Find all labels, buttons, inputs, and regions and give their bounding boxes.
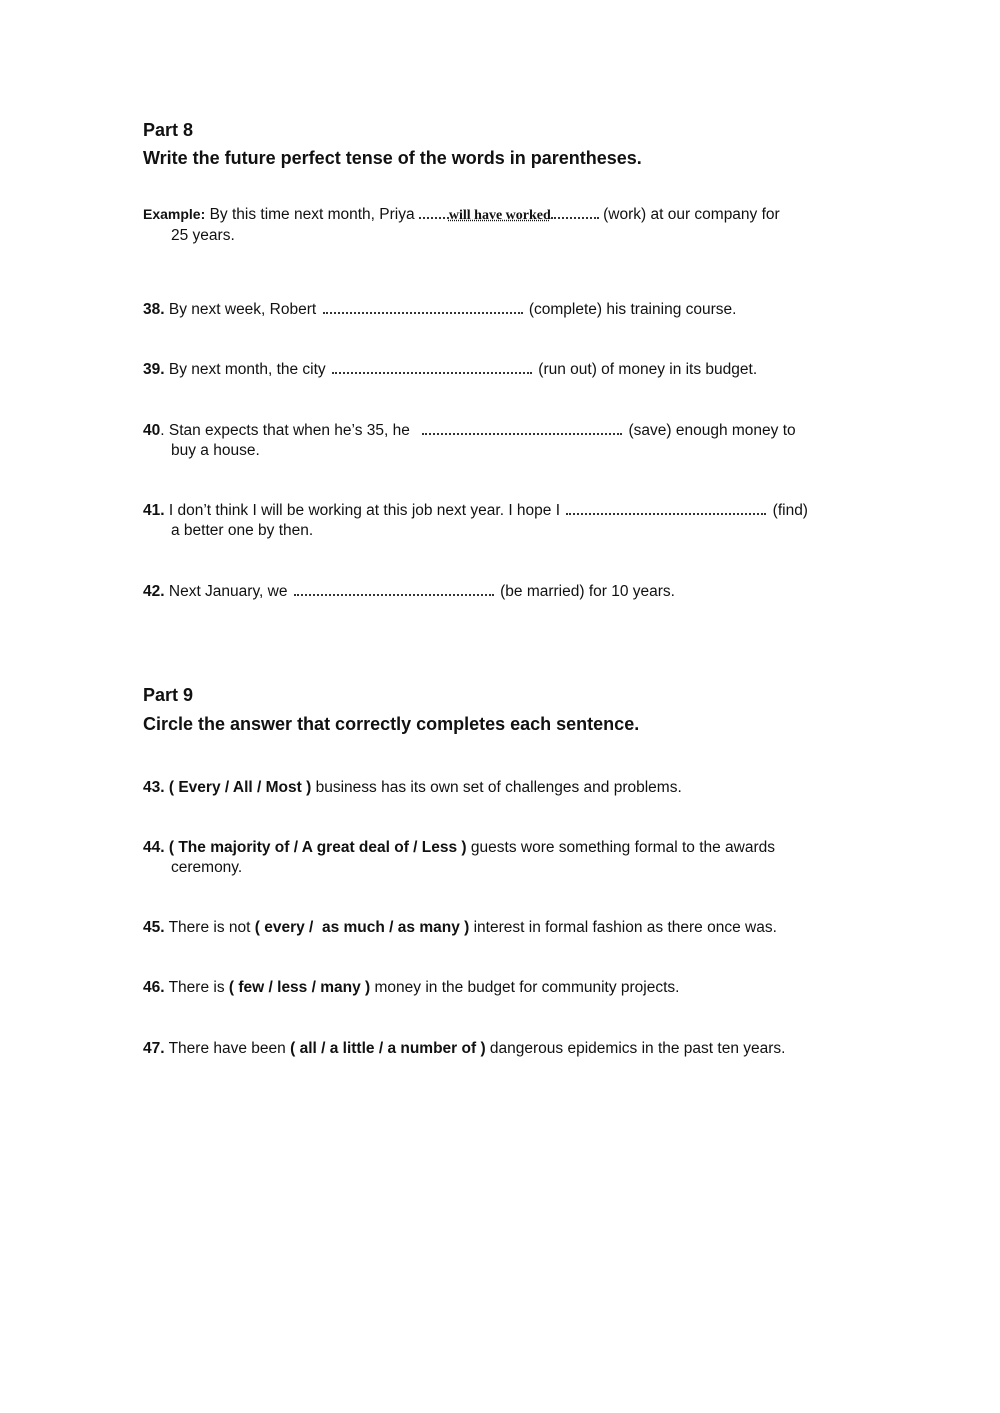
question-text-after: (run out) of money in its budget. [538, 361, 758, 378]
answer-choices[interactable]: ( every / as much / as many ) [254, 919, 470, 936]
example-dots-left [419, 205, 449, 219]
question-text-before: There is not [168, 919, 251, 936]
answer-blank[interactable] [323, 298, 523, 314]
answer-choices[interactable]: ( all / a little / a number of ) [290, 1040, 486, 1057]
question-44 [143, 838, 863, 878]
question-line2: ceremony. [171, 859, 243, 876]
question-text-after: interest in formal fashion as there once was. [473, 919, 777, 936]
question-40 [143, 419, 863, 461]
question-text-before: . Stan expects that when he’s 35, he [160, 422, 410, 439]
question-text-after: guests wore something formal to the awards [470, 839, 776, 856]
question-41 [143, 499, 863, 541]
question-text-before: There is [168, 979, 225, 996]
answer-blank[interactable] [566, 499, 766, 515]
example-line2: 25 years. [171, 227, 235, 244]
question-number: 38. [143, 301, 165, 318]
question-number: 39. [143, 361, 165, 378]
question-number: 44. [143, 839, 165, 856]
example-label: Example: [143, 206, 206, 222]
part9-instruction: Circle the answer that correctly completes each sentence. [143, 714, 640, 734]
answer-blank[interactable] [422, 419, 622, 435]
example-text-after: (work) at our company for [603, 206, 780, 223]
question-line2: buy a house. [171, 442, 260, 459]
question-text-before: By next month, the city [168, 361, 326, 378]
question-text-after: dangerous epidemics in the past ten years. [489, 1040, 786, 1057]
question-number: 45. [143, 919, 165, 936]
part9-title: Part 9 [143, 685, 194, 705]
question-text-before: I don’t think I will be working at this job next year. I hope I [168, 502, 561, 519]
question-text-after: (be married) for 10 years. [500, 583, 675, 600]
part8-title: Part 8 [143, 120, 194, 140]
question-number: 42. [143, 583, 165, 600]
question-number: 41. [143, 502, 165, 519]
question-38 [143, 298, 863, 320]
question-number: 40 [143, 422, 161, 439]
question-number: 47. [143, 1040, 165, 1057]
question-45 [143, 918, 863, 938]
question-text-before: There have been [168, 1040, 286, 1057]
question-text-before: Next January, we [168, 583, 288, 600]
part8-instruction: Write the future perfect tense of the words in parentheses. [143, 148, 642, 168]
question-text-before: By next week, Robert [168, 301, 317, 318]
example-text-before: By this time next month, Priya [209, 206, 415, 223]
question-line2: a better one by then. [171, 522, 314, 539]
question-text-after: (find) [772, 502, 808, 519]
question-number: 43. [143, 779, 165, 796]
question-text-after: (save) enough money to [628, 422, 796, 439]
question-number: 46. [143, 979, 165, 996]
question-text-after: (complete) his training course. [528, 301, 737, 318]
answer-choices[interactable]: ( Every / All / Most ) [168, 779, 312, 796]
question-42 [143, 580, 863, 602]
answer-choices[interactable]: ( The majority of / A great deal of / Less ) [168, 839, 467, 856]
question-47 [143, 1039, 863, 1059]
answer-choices[interactable]: ( few / less / many ) [228, 979, 371, 996]
part8-example [143, 204, 863, 246]
answer-blank[interactable] [332, 358, 532, 374]
question-46 [143, 978, 863, 998]
question-39 [143, 358, 863, 380]
question-43 [143, 778, 863, 798]
question-text-after: money in the budget for community projects. [374, 979, 680, 996]
example-answer: will have worked [448, 208, 551, 223]
example-dots-right [551, 205, 599, 219]
question-text-after: business has its own set of challenges and problems. [315, 779, 682, 796]
answer-blank[interactable] [294, 580, 494, 596]
